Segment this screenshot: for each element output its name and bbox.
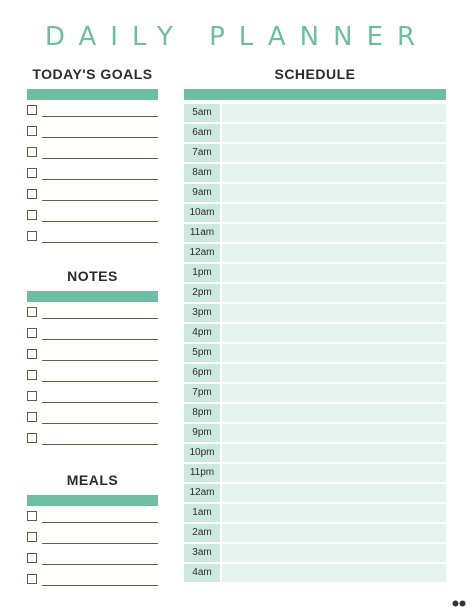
- schedule-row: [184, 544, 446, 562]
- schedule-time-label: 9pm: [184, 424, 220, 442]
- schedule-time-label: 6am: [184, 124, 220, 142]
- schedule-slot[interactable]: [222, 364, 446, 382]
- note-checkbox[interactable]: [27, 349, 37, 359]
- schedule-slot[interactable]: [222, 444, 446, 462]
- goals-header: [27, 66, 158, 100]
- schedule-time-label: 8am: [184, 164, 220, 182]
- meal-checkbox[interactable]: [27, 574, 37, 584]
- note-write-line[interactable]: [42, 360, 158, 361]
- note-write-line[interactable]: [42, 381, 158, 382]
- note-checkbox[interactable]: [27, 307, 37, 317]
- schedule-time-label: 7am: [184, 144, 220, 162]
- brand-logo: [452, 600, 466, 609]
- goal-row: [27, 147, 158, 159]
- meal-row: [27, 574, 158, 586]
- meal-checkbox[interactable]: [27, 511, 37, 521]
- note-write-line[interactable]: [42, 339, 158, 340]
- meal-row: [27, 511, 158, 523]
- schedule-time-label: 4pm: [184, 324, 220, 342]
- schedule-slot[interactable]: [222, 484, 446, 502]
- schedule-row: [184, 424, 446, 442]
- schedule-slot[interactable]: [222, 564, 446, 582]
- schedule-slot[interactable]: [222, 404, 446, 422]
- meal-write-line[interactable]: [42, 522, 158, 523]
- schedule-slot[interactable]: [222, 344, 446, 362]
- schedule-time-label: 7pm: [184, 384, 220, 402]
- schedule-time-label: 4am: [184, 564, 220, 582]
- meals-header: [27, 472, 158, 506]
- schedule-slot[interactable]: [222, 384, 446, 402]
- schedule-time-label: 11am: [184, 224, 220, 242]
- schedule-row: [184, 224, 446, 242]
- schedule-slot[interactable]: [222, 244, 446, 262]
- notes-header-bar: [27, 291, 158, 302]
- schedule-time-label: 12am: [184, 484, 220, 502]
- schedule-row: [184, 144, 446, 162]
- schedule-slot[interactable]: [222, 324, 446, 342]
- goal-row: [27, 105, 158, 117]
- schedule-time-label: 2am: [184, 524, 220, 542]
- schedule-time-label: 6pm: [184, 364, 220, 382]
- note-row: [27, 328, 158, 340]
- schedule-time-label: 10am: [184, 204, 220, 222]
- schedule-row: [184, 504, 446, 522]
- schedule-time-label: 8pm: [184, 404, 220, 422]
- schedule-time-label: 2pm: [184, 284, 220, 302]
- schedule-row: [184, 124, 446, 142]
- meal-write-line[interactable]: [42, 564, 158, 565]
- notes-header: [27, 268, 158, 302]
- goal-row: [27, 189, 158, 201]
- goal-checkbox[interactable]: [27, 126, 37, 136]
- schedule-time-label: 12am: [184, 244, 220, 262]
- notes-header-label: NOTES: [67, 268, 118, 284]
- note-checkbox[interactable]: [27, 328, 37, 338]
- schedule-time-label: 3pm: [184, 304, 220, 322]
- meal-row: [27, 553, 158, 565]
- goals-header-label: TODAY'S GOALS: [32, 66, 153, 82]
- schedule-row: [184, 404, 446, 422]
- goal-checkbox[interactable]: [27, 168, 37, 178]
- schedule-row: [184, 344, 446, 362]
- schedule-slot[interactable]: [222, 424, 446, 442]
- schedule-slot[interactable]: [222, 184, 446, 202]
- note-checkbox[interactable]: [27, 370, 37, 380]
- goal-write-line[interactable]: [42, 158, 158, 159]
- schedule-slot[interactable]: [222, 264, 446, 282]
- schedule-slot[interactable]: [222, 144, 446, 162]
- schedule-row: [184, 484, 446, 502]
- schedule-slot[interactable]: [222, 524, 446, 542]
- schedule-slot[interactable]: [222, 104, 446, 122]
- goal-row: [27, 231, 158, 243]
- schedule-time-label: 5pm: [184, 344, 220, 362]
- goal-write-line[interactable]: [42, 137, 158, 138]
- goal-checkbox[interactable]: [27, 189, 37, 199]
- schedule-row: [184, 384, 446, 402]
- schedule-slot[interactable]: [222, 204, 446, 222]
- meal-checkbox[interactable]: [27, 532, 37, 542]
- schedule-row: [184, 284, 446, 302]
- logo-mark-icon: [452, 600, 466, 607]
- schedule-slot[interactable]: [222, 224, 446, 242]
- meal-row: [27, 532, 158, 544]
- note-row: [27, 370, 158, 382]
- schedule-row: [184, 264, 446, 282]
- schedule-row: [184, 244, 446, 262]
- schedule-time-label: 11pm: [184, 464, 220, 482]
- schedule-slot[interactable]: [222, 284, 446, 302]
- note-row: [27, 349, 158, 361]
- note-row: [27, 391, 158, 403]
- note-checkbox[interactable]: [27, 391, 37, 401]
- goal-row: [27, 168, 158, 180]
- schedule-slot[interactable]: [222, 544, 446, 562]
- note-row: [27, 433, 158, 445]
- schedule-time-label: 5am: [184, 104, 220, 122]
- schedule-header-bar: [184, 89, 446, 100]
- schedule-slot[interactable]: [222, 504, 446, 522]
- schedule-row: [184, 304, 446, 322]
- schedule-row: [184, 564, 446, 582]
- page-title: DAILY PLANNER: [44, 22, 430, 52]
- schedule-time-label: 1am: [184, 504, 220, 522]
- schedule-slot[interactable]: [222, 124, 446, 142]
- goal-row: [27, 126, 158, 138]
- note-write-line[interactable]: [42, 444, 158, 445]
- schedule-time-label: 1pm: [184, 264, 220, 282]
- schedule-slot[interactable]: [222, 164, 446, 182]
- meal-write-line[interactable]: [42, 543, 158, 544]
- goal-write-line[interactable]: [42, 221, 158, 222]
- goal-write-line[interactable]: [42, 242, 158, 243]
- note-row: [27, 412, 158, 424]
- schedule-header: [184, 66, 446, 100]
- goal-write-line[interactable]: [42, 116, 158, 117]
- note-checkbox[interactable]: [27, 433, 37, 443]
- schedule-header-label: SCHEDULE: [274, 66, 356, 82]
- schedule-row: [184, 524, 446, 542]
- schedule-time-label: 9am: [184, 184, 220, 202]
- goal-write-line[interactable]: [42, 200, 158, 201]
- schedule-slot[interactable]: [222, 304, 446, 322]
- meal-write-line[interactable]: [42, 585, 158, 586]
- schedule-row: [184, 444, 446, 462]
- meal-checkbox[interactable]: [27, 553, 37, 563]
- goals-header-bar: [27, 89, 158, 100]
- note-write-line[interactable]: [42, 318, 158, 319]
- goal-checkbox[interactable]: [27, 105, 37, 115]
- note-write-line[interactable]: [42, 402, 158, 403]
- schedule-row: [184, 324, 446, 342]
- schedule-row: [184, 104, 446, 122]
- schedule-row: [184, 464, 446, 482]
- note-checkbox[interactable]: [27, 412, 37, 422]
- schedule-row: [184, 184, 446, 202]
- schedule-row: [184, 164, 446, 182]
- goal-write-line[interactable]: [42, 179, 158, 180]
- schedule-time-label: 3am: [184, 544, 220, 562]
- goal-checkbox[interactable]: [27, 231, 37, 241]
- meals-header-bar: [27, 495, 158, 506]
- meals-header-label: MEALS: [66, 472, 119, 488]
- goal-checkbox[interactable]: [27, 147, 37, 157]
- schedule-time-label: 10pm: [184, 444, 220, 462]
- schedule-row: [184, 364, 446, 382]
- note-write-line[interactable]: [42, 423, 158, 424]
- goal-checkbox[interactable]: [27, 210, 37, 220]
- goal-row: [27, 210, 158, 222]
- schedule-row: [184, 204, 446, 222]
- schedule-slot[interactable]: [222, 464, 446, 482]
- note-row: [27, 307, 158, 319]
